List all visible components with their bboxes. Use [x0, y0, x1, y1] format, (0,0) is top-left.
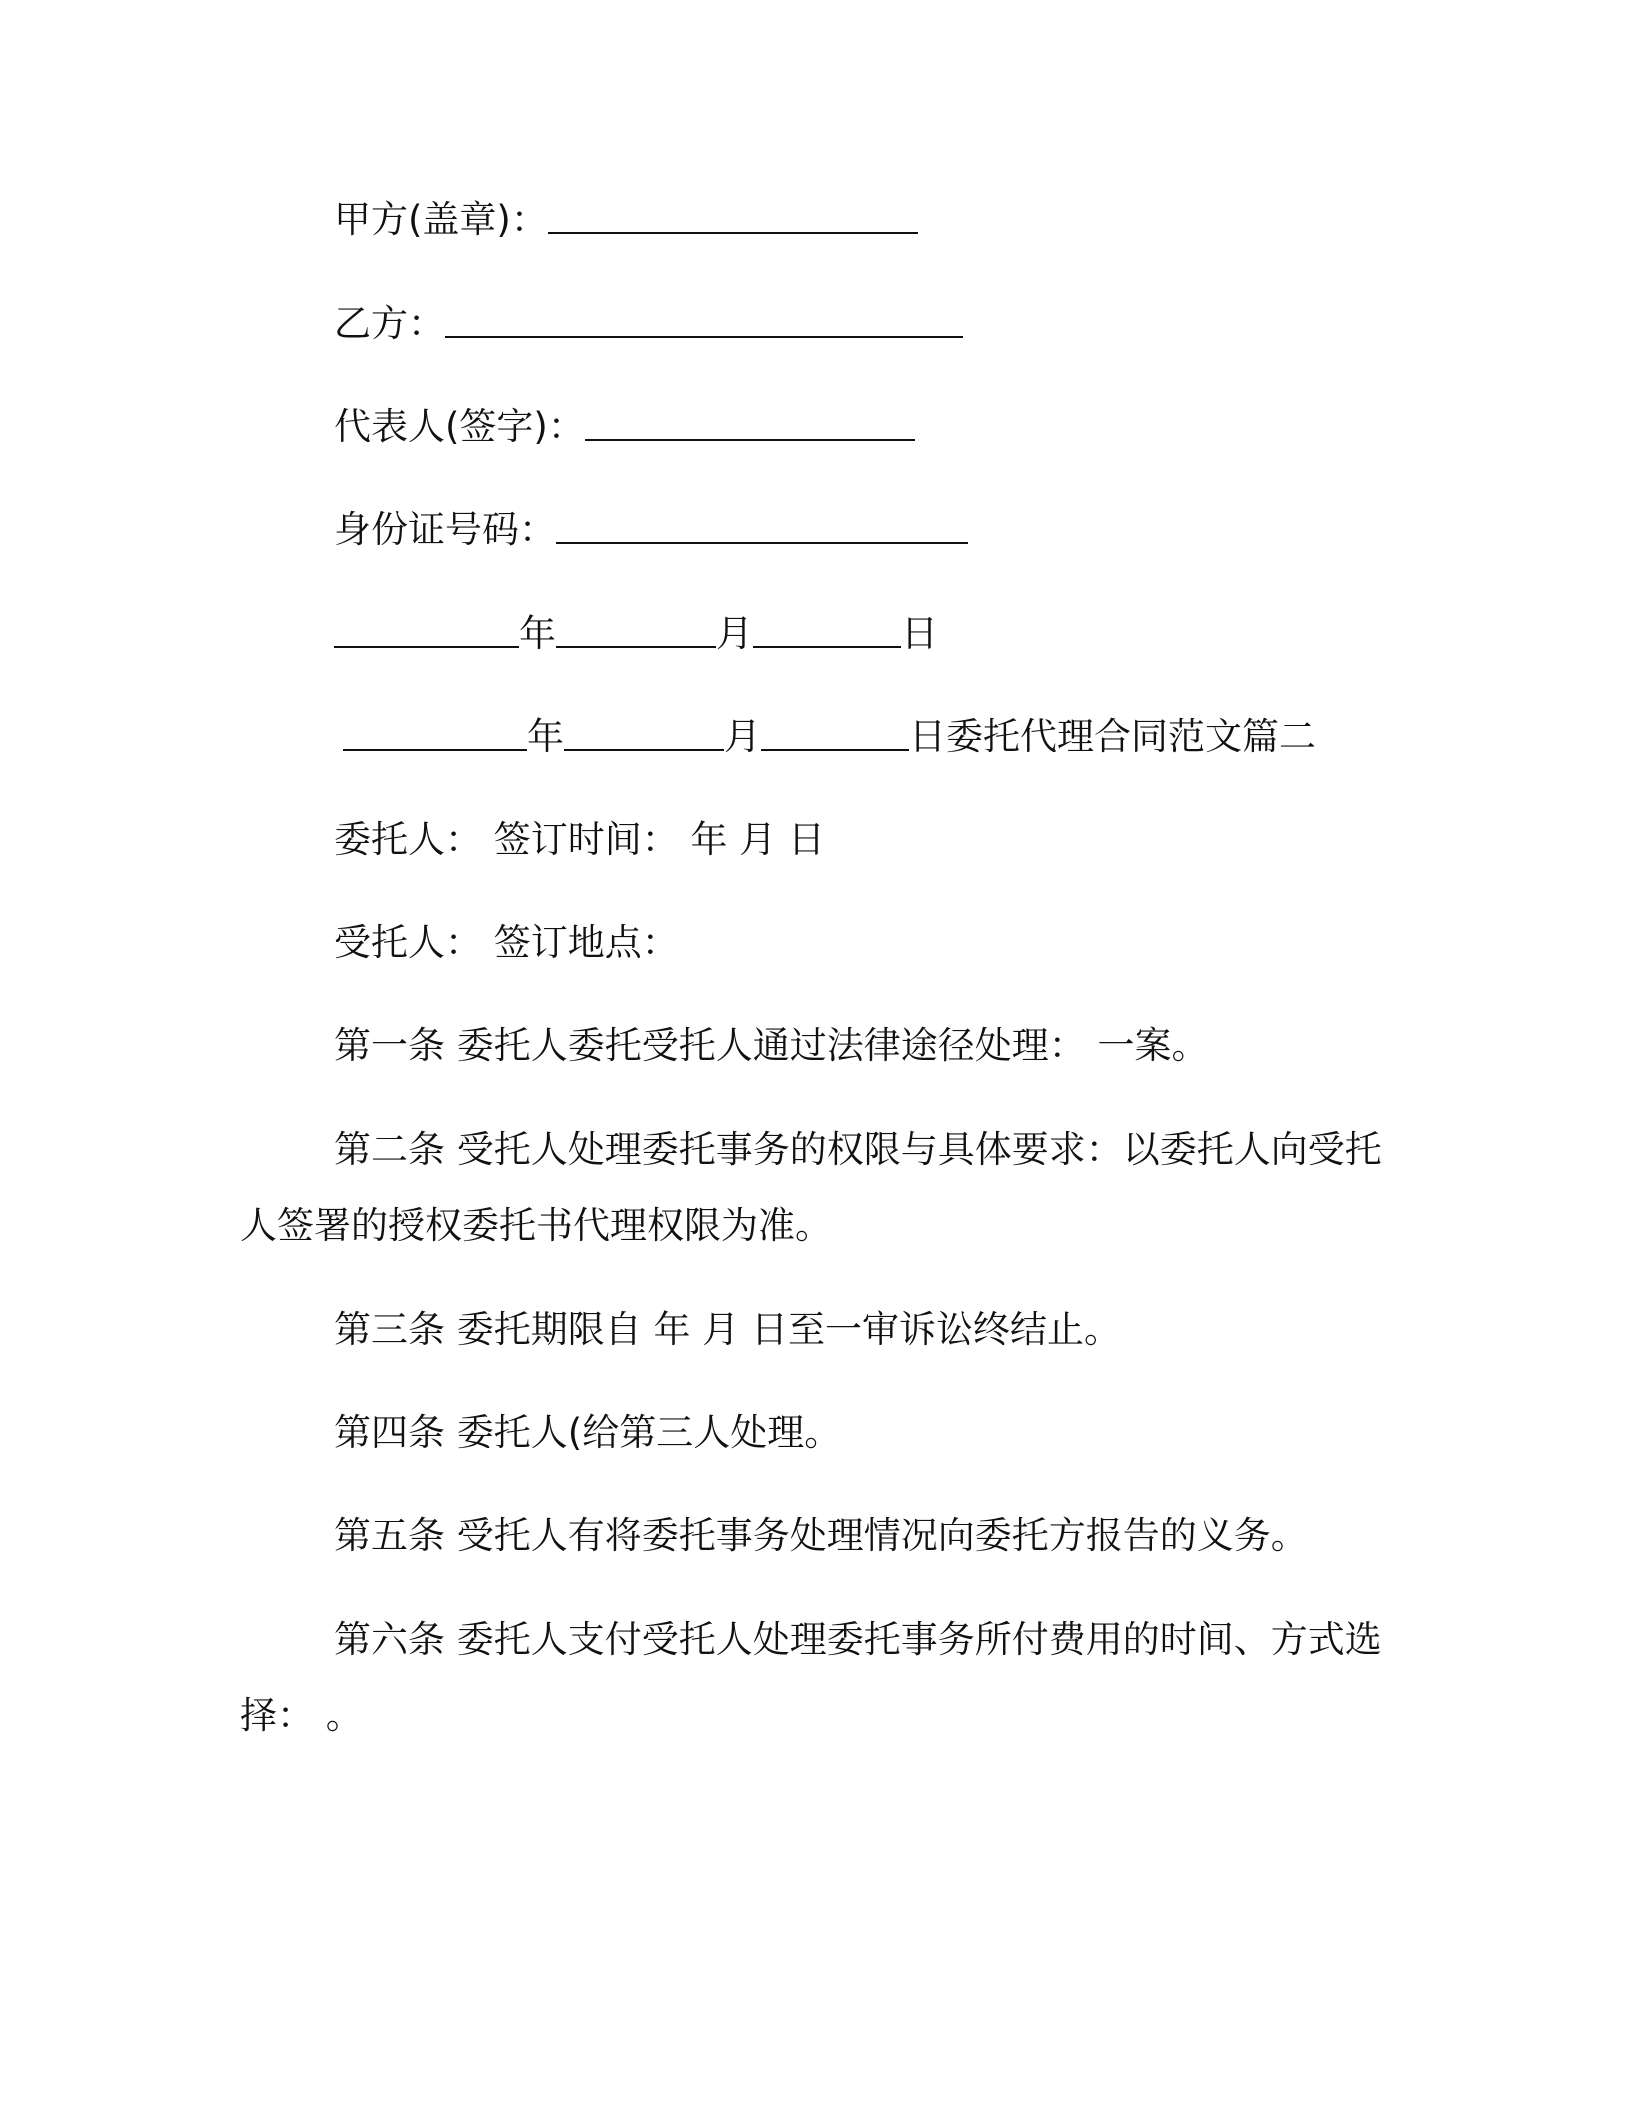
article-2-line-1: 第二条 受托人处理委托事务的权限与具体要求：以委托人向受托 — [334, 1128, 1382, 1171]
signature-day-blank[interactable] — [753, 616, 901, 648]
principal-line: 委托人： 签订时间： 年 月 日 — [334, 818, 826, 861]
party-a-label: 甲方(盖章)： — [334, 198, 548, 241]
id-number-line — [334, 506, 968, 554]
article-1: 第一条 委托人委托受托人通过法律途径处理： 一案。 — [334, 1024, 1209, 1067]
heading-year-label: 年 — [527, 715, 564, 758]
article-5: 第五条 受托人有将委托事务处理情况向委托方报告的义务。 — [334, 1514, 1308, 1557]
article-6-line-2: 择： 。 — [240, 1694, 363, 1737]
representative-blank[interactable] — [585, 409, 915, 441]
id-number-label: 身份证号码： — [334, 508, 556, 551]
heading-month-blank[interactable] — [564, 719, 724, 751]
section-title: 日委托代理合同范文篇二 — [909, 715, 1316, 758]
article-3: 第三条 委托期限自 年 月 日至一审诉讼终结止。 — [334, 1308, 1122, 1351]
party-a-blank[interactable] — [548, 202, 918, 234]
article-6-line-1: 第六条 委托人支付受托人处理委托事务所付费用的时间、方式选 — [334, 1618, 1382, 1661]
heading-year-blank[interactable] — [343, 719, 527, 751]
party-b-blank[interactable] — [445, 306, 963, 338]
signature-month-blank[interactable] — [556, 616, 716, 648]
article-4: 第四条 委托人(给第三人处理。 — [334, 1411, 842, 1454]
heading-day-blank[interactable] — [761, 719, 909, 751]
signature-month-label: 月 — [716, 612, 753, 655]
signature-date-line — [334, 610, 938, 658]
representative-line — [334, 403, 915, 451]
id-number-blank[interactable] — [556, 512, 968, 544]
representative-label: 代表人(签字)： — [334, 405, 585, 448]
agent-line: 受托人： 签订地点： — [334, 921, 679, 964]
article-2-line-2: 人签署的授权委托书代理权限为准。 — [240, 1204, 832, 1247]
signature-year-label: 年 — [519, 612, 556, 655]
signature-day-label: 日 — [901, 612, 938, 655]
party-a-line — [334, 196, 918, 244]
party-b-line — [334, 300, 963, 348]
party-b-label: 乙方： — [334, 302, 445, 345]
heading-month-label: 月 — [724, 715, 761, 758]
signature-year-blank[interactable] — [334, 616, 519, 648]
section-heading-line — [343, 713, 1316, 761]
